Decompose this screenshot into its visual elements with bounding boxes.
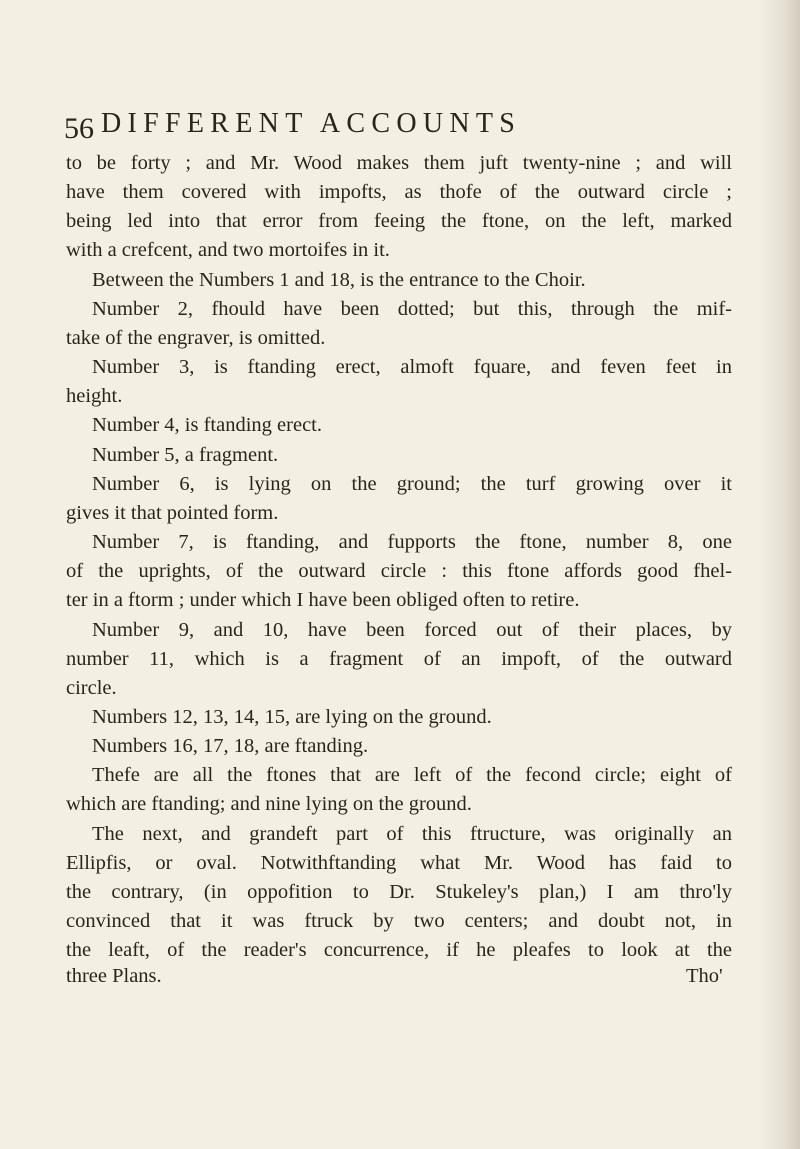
- text-line: Between the Numbers 1 and 18, is the entrance to the Choir.: [92, 269, 586, 291]
- text-line: Number 3, is ftanding erect, almoft fquare, and feven feet in: [92, 356, 732, 378]
- page-edge-shadow: [760, 0, 800, 1149]
- text-line: circle.: [66, 677, 117, 699]
- text-line: convinced that it was ftruck by two centers; and doubt not, in: [66, 910, 732, 932]
- running-title: DIFFERENT ACCOUNTS: [101, 108, 522, 139]
- text-line: Number 2, fhould have been dotted; but this, through the mif-: [92, 298, 732, 320]
- text-line: number 11, which is a fragment of an impoft, of the outward: [66, 648, 732, 670]
- text-line: Ellipfis, or oval. Notwithftanding what Mr. Wood has faid to: [66, 852, 732, 874]
- text-line: Number 4, is ftanding erect.: [92, 414, 322, 436]
- text-line: Numbers 16, 17, 18, are ftanding.: [92, 735, 369, 757]
- text-line: with a crefcent, and two mortoifes in it.: [66, 239, 390, 261]
- text-line: height.: [66, 385, 123, 407]
- text-line: which are ftanding; and nine lying on the ground.: [66, 793, 472, 815]
- catchword: Tho': [686, 965, 723, 987]
- text-line: Number 7, is ftanding, and fupports the ftone, number 8, one: [92, 531, 732, 553]
- text-line: The next, and grandeft part of this ftructure, was originally an: [92, 823, 732, 845]
- text-line: gives it that pointed form.: [66, 502, 279, 524]
- text-line: the contrary, (in oppofition to Dr. Stukeley's plan,) I am thro'ly: [66, 881, 732, 903]
- text-line: take of the engraver, is omitted.: [66, 327, 326, 349]
- text-line: Number 6, is lying on the ground; the turf growing over it: [92, 473, 732, 495]
- text-line: have them covered with impofts, as thofe of the outward circle ;: [66, 181, 732, 203]
- text-line: Number 5, a fragment.: [92, 444, 279, 466]
- final-line: three Plans.: [66, 965, 162, 987]
- text-line: Thefe are all the ftones that are left of the fecond circle; eight of: [92, 764, 732, 786]
- text-line: to be forty ; and Mr. Wood makes them juft twenty-nine ; and will: [66, 152, 732, 174]
- page-number: 56: [64, 112, 94, 145]
- text-line: the leaft, of the reader's concurrence, if he pleafes to look at the: [66, 939, 732, 961]
- text-line: ter in a ftorm ; under which I have been obliged often to retire.: [66, 589, 580, 611]
- text-line: Number 9, and 10, have been forced out of their places, by: [92, 619, 732, 641]
- text-line: Numbers 12, 13, 14, 15, are lying on the ground.: [92, 706, 492, 728]
- text-line: being led into that error from feeing the ftone, on the left, marked: [66, 210, 732, 232]
- text-line: of the uprights, of the outward circle : this ftone affords good fhel-: [66, 560, 732, 582]
